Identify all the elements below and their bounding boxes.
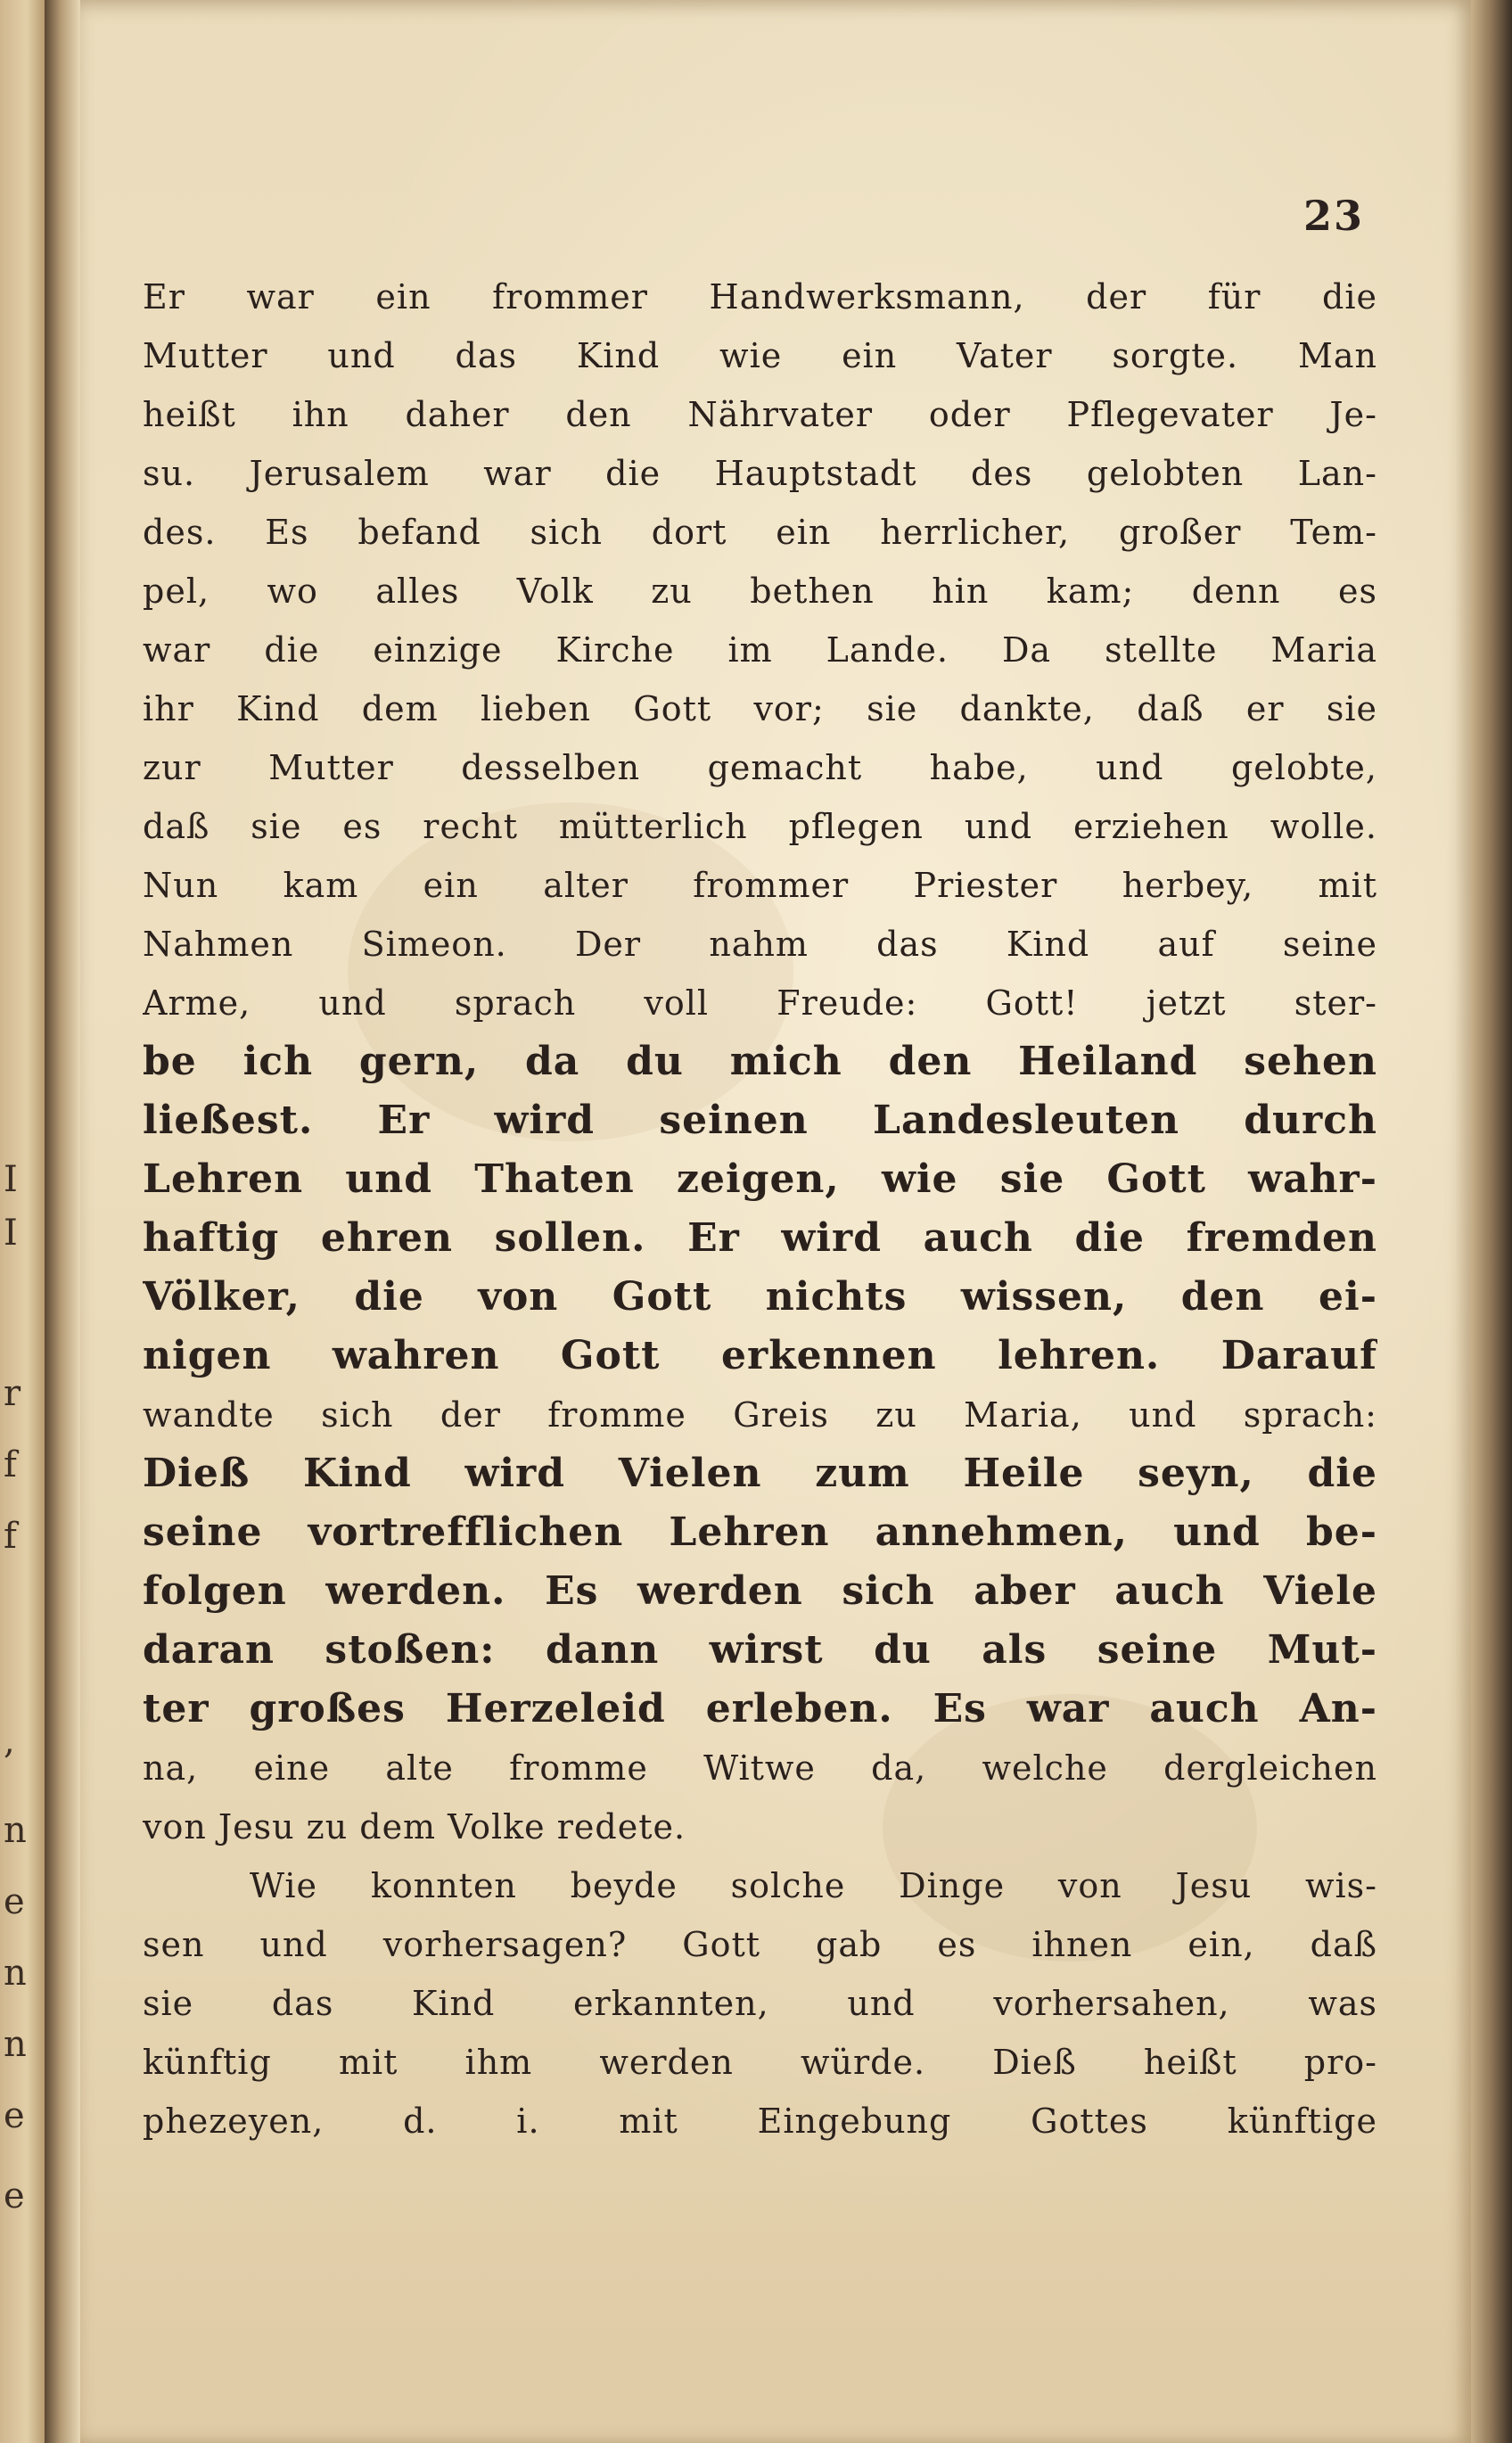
text-line: nigen wahren Gott erkennen lehren. Darauf (143, 1333, 1377, 1378)
text-line: be ich gern, da du mich den Heiland sehen (143, 1039, 1377, 1084)
book-gutter (45, 0, 80, 2443)
text-line: sen und vorhersagen? Gott gab es ihnen ein, daß (143, 1925, 1377, 1964)
facing-page-letter: n (4, 1810, 27, 1851)
facing-page-letter: I (4, 1159, 18, 1200)
facing-page-letter: f (4, 1516, 17, 1557)
text-line: zur Mutter desselben gemacht habe, und gelobte, (143, 748, 1377, 787)
text-line: Wie konnten beyde solche Dinge von Jesu wis- (250, 1866, 1377, 1905)
text-line: künftig mit ihm werden würde. Dieß heißt pro- (143, 2043, 1377, 2082)
text-line: wandte sich der fromme Greis zu Maria, und sprach: (143, 1395, 1377, 1435)
text-line: Arme, und sprach voll Freude: Gott! jetzt ster- (143, 983, 1377, 1023)
page-text-block (143, 267, 1377, 2151)
text-line: seine vortrefflichen Lehren annehmen, und be- (143, 1509, 1377, 1555)
facing-page-letter: n (4, 1953, 27, 1994)
text-line: von Jesu zu dem Volke redete. (143, 1807, 686, 1847)
text-line: su. Jerusalem war die Hauptstadt des gelobten Lan- (143, 454, 1377, 493)
book-page (80, 0, 1471, 2443)
text-line: Völker, die von Gott nichts wissen, den ei- (143, 1274, 1377, 1320)
text-line: ter großes Herzeleid erleben. Es war auch An- (143, 1686, 1377, 1731)
text-line: Er war ein frommer Handwerksmann, der für die (143, 277, 1377, 317)
text-line: daß sie es recht mütterlich pflegen und erziehen wolle. (143, 807, 1377, 846)
facing-page-letter: e (4, 2095, 25, 2136)
page-number: 23 (1302, 192, 1364, 240)
facing-page-letter: e (4, 1881, 25, 1922)
text-line: daran stoßen: dann wirst du als seine Mut- (143, 1627, 1377, 1673)
text-line: Mutter und das Kind wie ein Vater sorgte. Man (143, 336, 1377, 375)
text-line: Dieß Kind wird Vielen zum Heile seyn, die (143, 1451, 1377, 1496)
text-line: Nahmen Simeon. Der nahm das Kind auf seine (143, 925, 1377, 964)
facing-page-letter: f (4, 1444, 17, 1485)
text-line: Nun kam ein alter frommer Priester herbey, mit (143, 866, 1377, 905)
text-line: ließest. Er wird seinen Landesleuten durch (143, 1098, 1377, 1143)
facing-page-letter: I (4, 1213, 18, 1254)
text-line: heißt ihn daher den Nährvater oder Pflegevater Je- (143, 395, 1377, 434)
facing-page-letter: e (4, 2176, 25, 2217)
text-line: ihr Kind dem lieben Gott vor; sie dankte, daß er sie (143, 689, 1377, 728)
text-line: pel, wo alles Volk zu bethen hin kam; denn es (143, 572, 1377, 611)
facing-page-letter: r (4, 1373, 21, 1414)
facing-page-letter: n (4, 2024, 27, 2065)
text-line: haftig ehren sollen. Er wird auch die fremden (143, 1215, 1377, 1261)
text-line: war die einzige Kirche im Lande. Da stellte Maria (143, 630, 1377, 670)
text-line: sie das Kind erkannten, und vorhersahen, was (143, 1984, 1377, 2023)
text-line: des. Es befand sich dort ein herrlicher, großer Tem- (143, 513, 1377, 552)
page-right-edge (1471, 0, 1512, 2443)
text-line: Lehren und Thaten zeigen, wie sie Gott wahr- (143, 1156, 1377, 1202)
text-line: phezeyen, d. i. mit Eingebung Gottes künftige (143, 2102, 1377, 2141)
text-line: folgen werden. Es werden sich aber auch Viele (143, 1568, 1377, 1614)
facing-page-letter: , (4, 1721, 15, 1762)
text-line: na, eine alte fromme Witwe da, welche dergleichen (143, 1748, 1377, 1788)
